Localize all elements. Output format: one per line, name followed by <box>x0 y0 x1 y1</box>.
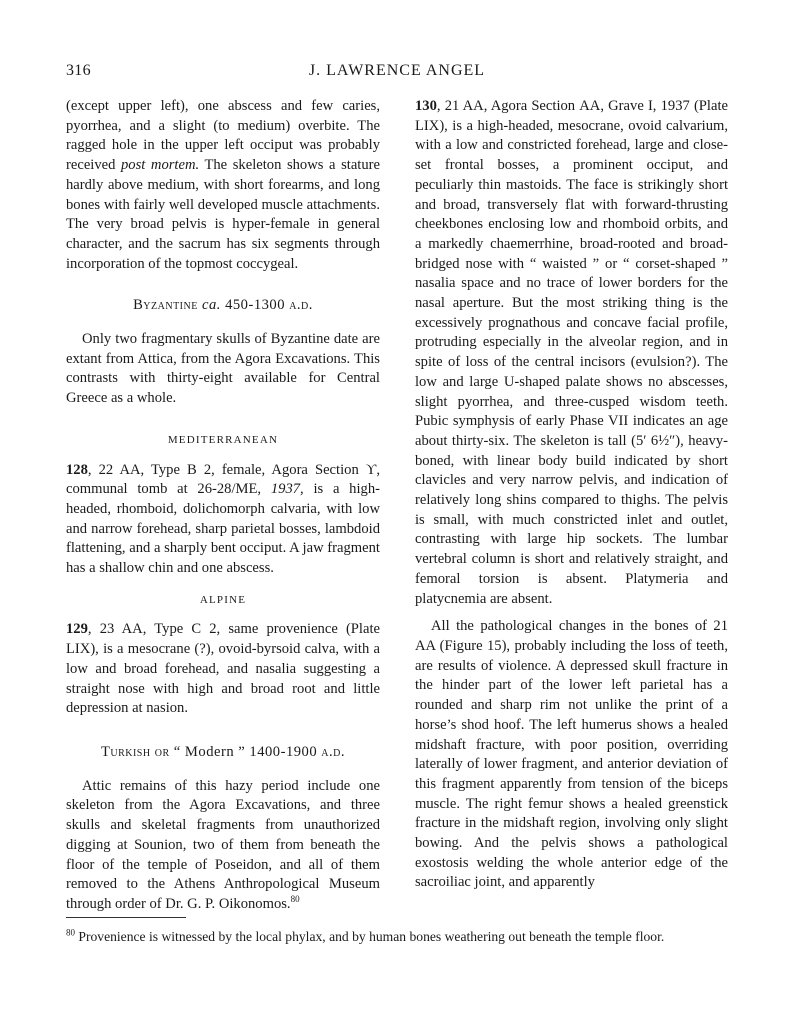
subheading-mediterranean: MEDITERRANEAN <box>167 433 279 446</box>
running-title: J. LAWRENCE ANGEL <box>308 62 486 79</box>
right-column <box>415 97 728 893</box>
section-heading-byzantine: Byzantine ca. 450-1300 a.d. <box>133 297 313 314</box>
pathology-paragraph: All the pathological changes in the bones of 21 AA (Figure 15), probably including the loss of teeth, are results of violence. A depressed skull fracture in the hinder part of the lower left parietal has a rounded and sharp rim not unlike the print of a horse’s shod hoof. The left humerus shows a healed midshaft fracture, with poor position, overriding laterally of lower fragment, and anterior deviation of this fragment apparently from tension of the biceps muscle. The right femur shows a healed greenstick fracture in the midshaft region, involving only slight bowing. And the pelvis shows a pathological exostosis welding the whole anterior edge of the sacroiliac joint, and apparently <box>415 618 728 891</box>
page-header <box>66 62 728 84</box>
turkish-paragraph: Attic remains of this hazy period include one skeleton from the Agora Excavations, and three skulls and skeletal fragments from unauthorized digging at Sounion, two of them from beneath the floor of the temple of Poseidon, and all of them removed to the Athens Anthropological Museum through order of Dr. G. P. Oikonomos.$^{80}$ <box>66 777 380 912</box>
subheading-alpine: ALPINE <box>199 593 247 606</box>
page-number: 316 <box>66 62 91 79</box>
left-column <box>66 97 380 915</box>
entry-130: 130, 21 AA, Agora Section AA, Grave I, 1937 (Plate LIX), is a high-headed, mesocrane, ovoid calvarium, with a low and constricted forehead, large and close-set frontal bosses, a prominent occiput, and peculiarly thin mastoids. The face is strikingly short and broad, transversely flat with forward-thrusting cheekbones enclosing low and rhomboid orbits, and a markedly chaemerrhine, broad-rooted and broad-bridged nose with “ waisted ” or “ corset-shaped ” nasalia space and no trace of lower borders for the nasal aperture. But the most striking thing is the excessively prognathous and concave facial profile, protruding especially in the alveolar region, and in spite of loss of the central incisors (evulsion?). The low and large U-shaped palate shows no abscesses, slight pyorrhea, and three-cusped wisdom teeth. Pubic symphysis of early Phase VII indicates an age about thirty-six. The skeleton is tall (5′ 6½″), heavy-boned, with linear body build indicated by short clavicles and very narrow pelvis, and indication of relatively long shins compared to thighs. The pelvis is small, with much constricted inlet and outlet, contrasting with large hip sockets. The lumbar vertebral column is short and relatively straight, and femoral torsion is absent. Platymeria and platycnemia are absent. <box>415 98 728 607</box>
entry-128: 128, 22 AA, Type B 2, female, Agora Section ϒ, communal tomb at 26-28/ME, 1937, is a high-headed, rhomboid, dolichomorph calvaria, with low and narrow forehead, sharp parietal bosses, lambdoid flattening, and a sharply bent occiput. A jaw fragment has a shallow chin and one abscess. <box>66 461 380 577</box>
paragraph-continuation: (except upper left), one abscess and few caries, pyorrhea, and a slight (to medium) overbite. The ragged hole in the upper left occiput was probably received post mortem. The skeleton shows a stature hardly above medium, with short forearms, and long bones with fairly well developed muscle attachments. The very broad pelvis is hyper-female in general character, and the sacrum has six segments through incorporation of the topmost coccygeal. <box>66 98 380 272</box>
byzantine-paragraph: Only two fragmentary skulls of Byzantine date are extant from Attica, from the Agora Excavations. This contrasts with thirty-eight available for Central Greece as a whole. <box>66 331 380 407</box>
footnote-ref-80[interactable]: 80 <box>290 894 300 905</box>
section-heading-turkish: Turkish or “ Modern ” 1400-1900 a.d. <box>100 743 346 760</box>
entry-129: 129, 23 AA, Type C 2, same provenience (Plate LIX), is a mesocrane (?), ovoid-byrsoid calva, with a low and broad forehead, and nasalia suggesting a straight nose with high and broad root and little depression at nasion. <box>66 621 380 717</box>
footnote-rule <box>66 917 186 918</box>
footnote-80: $^{80}$ Provenience is witnessed by the local phylax, and by human bones weathering out beneath the temple floor. <box>66 927 665 944</box>
